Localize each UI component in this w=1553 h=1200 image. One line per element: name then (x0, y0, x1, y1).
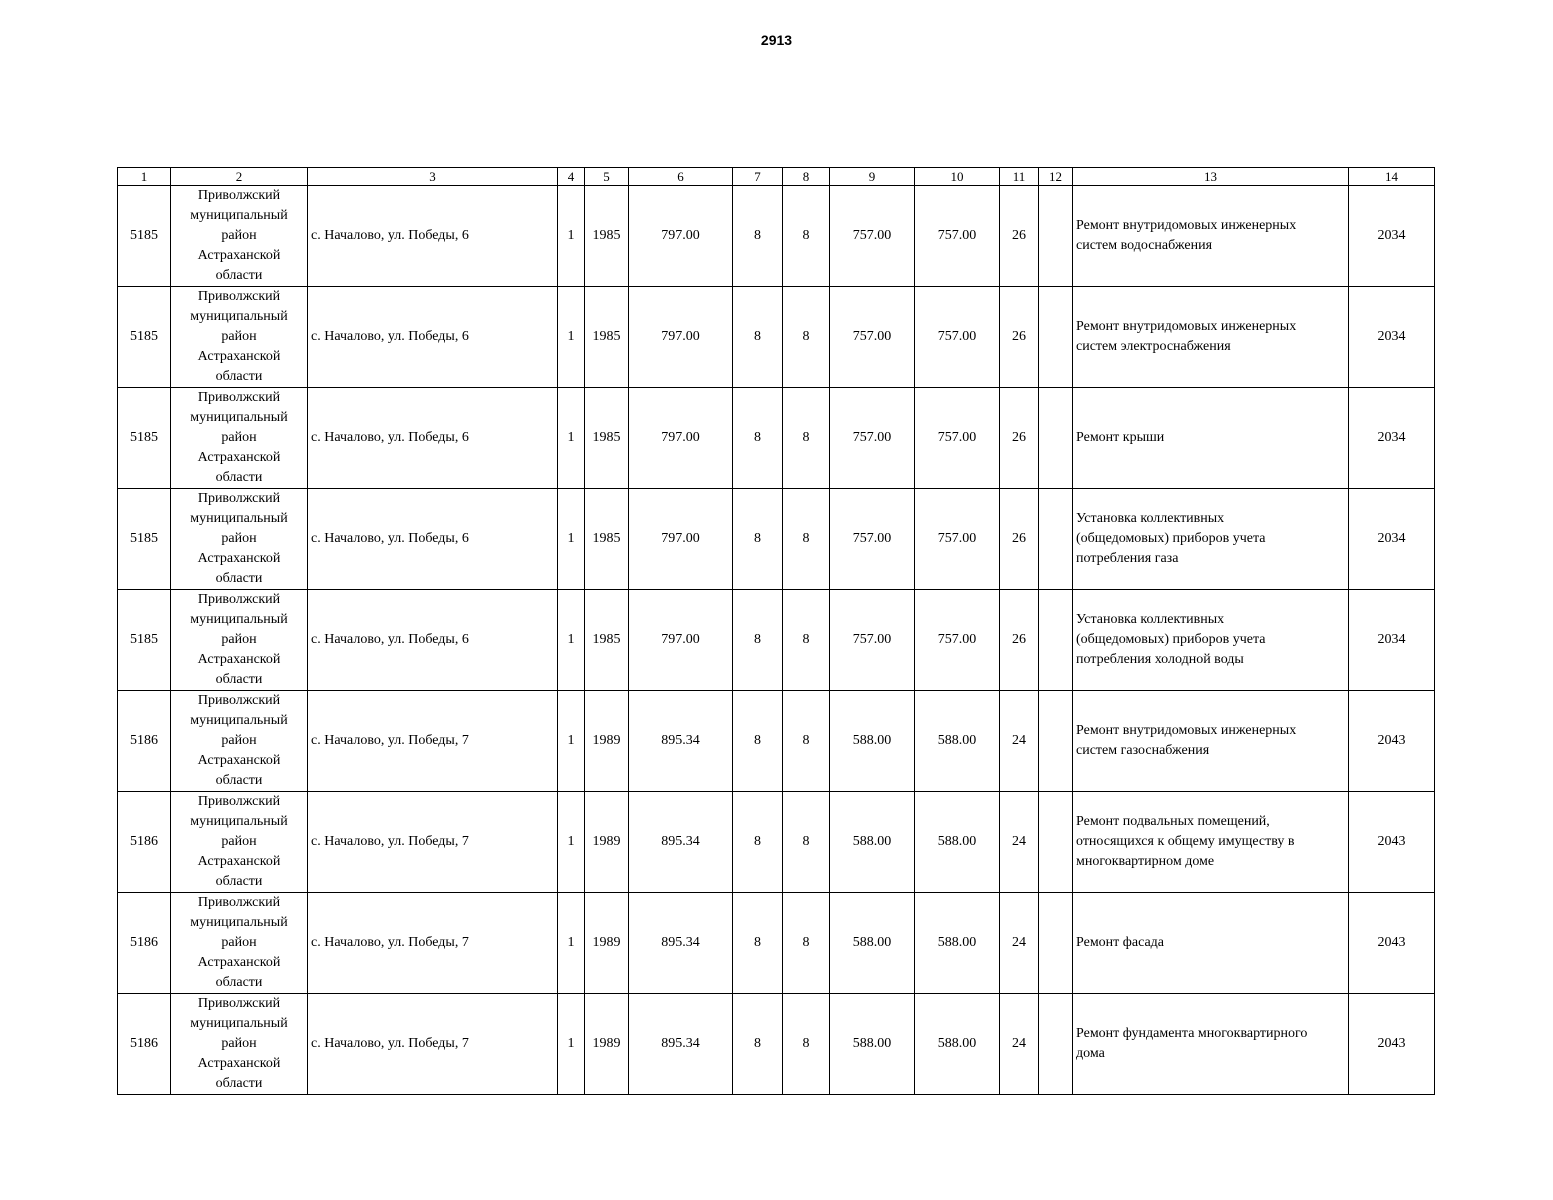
cell-col8: 8 (783, 186, 830, 287)
cell-municipality-line: Приволжский (197, 491, 281, 506)
cell-work-type-line: Установка коллективных (1076, 612, 1225, 627)
cell-col10: 757.00 (915, 590, 1000, 691)
cell-col4: 1 (558, 994, 585, 1095)
cell-work-type-line: систем электроснабжения (1076, 339, 1231, 354)
cell-address: с. Началово, ул. Победы, 6 (308, 489, 558, 590)
cell-work-type (1073, 388, 1349, 489)
cell-col6: 797.00 (629, 590, 733, 691)
cell-address: с. Началово, ул. Победы, 6 (308, 590, 558, 691)
cell-col10: 588.00 (915, 893, 1000, 994)
cell-work-type (1073, 792, 1349, 893)
cell-col8: 8 (783, 893, 830, 994)
cell-record-number: 5186 (118, 994, 171, 1095)
column-header: 13 (1073, 168, 1349, 186)
cell-col7: 8 (733, 590, 783, 691)
cell-work-type-line: относящихся к общему имуществу в (1076, 834, 1295, 849)
cell-col6: 797.00 (629, 489, 733, 590)
cell-record-number: 5185 (118, 186, 171, 287)
cell-year: 1985 (585, 388, 629, 489)
cell-planned-year: 2043 (1349, 893, 1435, 994)
cell-address: с. Началово, ул. Победы, 7 (308, 893, 558, 994)
cell-col8: 8 (783, 287, 830, 388)
cell-municipality-line: Астраханской (197, 248, 281, 263)
cell-municipality-line: муниципальный (190, 612, 288, 627)
cell-municipality-line: муниципальный (190, 309, 288, 324)
cell-col4: 1 (558, 691, 585, 792)
cell-col4: 1 (558, 388, 585, 489)
cell-address: с. Началово, ул. Победы, 7 (308, 792, 558, 893)
cell-municipality-line: области (215, 672, 263, 687)
cell-municipality (171, 590, 308, 691)
cell-address: с. Началово, ул. Победы, 6 (308, 388, 558, 489)
cell-year: 1985 (585, 489, 629, 590)
table-row (118, 691, 1435, 792)
column-header: 8 (783, 168, 830, 186)
cell-work-type-line: потребления холодной воды (1076, 652, 1244, 667)
cell-col12 (1039, 489, 1073, 590)
cell-col11: 24 (1000, 691, 1039, 792)
cell-municipality (171, 287, 308, 388)
cell-municipality-line: район (221, 228, 257, 243)
table-row (118, 489, 1435, 590)
cell-year: 1989 (585, 691, 629, 792)
cell-col12 (1039, 994, 1073, 1095)
cell-municipality-line: Приволжский (197, 996, 281, 1011)
cell-work-type (1073, 590, 1349, 691)
cell-col4: 1 (558, 590, 585, 691)
cell-municipality-line: район (221, 531, 257, 546)
cell-work-type-line: (общедомовых) приборов учета (1076, 632, 1266, 647)
cell-col11: 24 (1000, 994, 1039, 1095)
cell-municipality-line: области (215, 975, 263, 990)
cell-col7: 8 (733, 994, 783, 1095)
cell-work-type-line: Ремонт подвальных помещений, (1076, 814, 1270, 829)
table-row (118, 388, 1435, 489)
cell-col4: 1 (558, 287, 585, 388)
cell-municipality-line: Астраханской (197, 551, 281, 566)
cell-col10: 757.00 (915, 388, 1000, 489)
cell-municipality-line: области (215, 470, 263, 485)
cell-planned-year: 2034 (1349, 388, 1435, 489)
column-header: 4 (558, 168, 585, 186)
column-header: 3 (308, 168, 558, 186)
cell-municipality-line: Приволжский (197, 289, 281, 304)
cell-col6: 895.34 (629, 994, 733, 1095)
cell-planned-year: 2034 (1349, 186, 1435, 287)
table-row (118, 287, 1435, 388)
cell-year: 1989 (585, 893, 629, 994)
cell-work-type-line: Ремонт внутридомовых инженерных (1076, 723, 1297, 738)
cell-municipality (171, 489, 308, 590)
cell-municipality-line: Приволжский (197, 794, 281, 809)
cell-col8: 8 (783, 590, 830, 691)
cell-planned-year: 2034 (1349, 489, 1435, 590)
cell-year: 1985 (585, 186, 629, 287)
cell-col8: 8 (783, 994, 830, 1095)
cell-col11: 26 (1000, 489, 1039, 590)
cell-address: с. Началово, ул. Победы, 7 (308, 994, 558, 1095)
cell-work-type (1073, 186, 1349, 287)
cell-municipality (171, 388, 308, 489)
table-row (118, 590, 1435, 691)
cell-col6: 895.34 (629, 691, 733, 792)
table-body (118, 168, 1435, 1095)
column-header: 12 (1039, 168, 1073, 186)
cell-municipality-line: Астраханской (197, 753, 281, 768)
column-number-row (118, 168, 1435, 186)
cell-municipality-line: муниципальный (190, 511, 288, 526)
cell-col7: 8 (733, 186, 783, 287)
cell-col10: 757.00 (915, 489, 1000, 590)
cell-municipality (171, 893, 308, 994)
cell-municipality-line: области (215, 369, 263, 384)
cell-municipality-line: области (215, 268, 263, 283)
cell-col12 (1039, 691, 1073, 792)
cell-record-number: 5185 (118, 590, 171, 691)
cell-municipality-line: Приволжский (197, 693, 281, 708)
cell-col10: 757.00 (915, 186, 1000, 287)
cell-col10: 588.00 (915, 691, 1000, 792)
cell-work-type-line: Ремонт внутридомовых инженерных (1076, 218, 1297, 233)
cell-col4: 1 (558, 792, 585, 893)
cell-work-type (1073, 691, 1349, 792)
column-header: 9 (830, 168, 915, 186)
cell-col4: 1 (558, 186, 585, 287)
column-header: 2 (171, 168, 308, 186)
cell-col12 (1039, 186, 1073, 287)
cell-col9: 757.00 (830, 489, 915, 590)
cell-col7: 8 (733, 388, 783, 489)
column-header: 14 (1349, 168, 1435, 186)
cell-municipality-line: муниципальный (190, 915, 288, 930)
cell-municipality-line: области (215, 874, 263, 889)
cell-work-type (1073, 893, 1349, 994)
cell-col10: 588.00 (915, 792, 1000, 893)
cell-record-number: 5186 (118, 691, 171, 792)
cell-year: 1985 (585, 590, 629, 691)
cell-municipality-line: муниципальный (190, 814, 288, 829)
column-header: 5 (585, 168, 629, 186)
table-row (118, 792, 1435, 893)
column-header: 10 (915, 168, 1000, 186)
column-header: 6 (629, 168, 733, 186)
page-number: 2913 (760, 32, 793, 48)
cell-col12 (1039, 893, 1073, 994)
cell-work-type-line: Ремонт фасада (1076, 935, 1165, 950)
cell-col12 (1039, 792, 1073, 893)
cell-municipality-line: Астраханской (197, 1056, 281, 1071)
cell-col9: 757.00 (830, 388, 915, 489)
cell-col8: 8 (783, 691, 830, 792)
cell-col4: 1 (558, 893, 585, 994)
cell-col9: 757.00 (830, 186, 915, 287)
cell-planned-year: 2043 (1349, 792, 1435, 893)
cell-col8: 8 (783, 388, 830, 489)
cell-work-type-line: Ремонт крыши (1076, 430, 1165, 445)
cell-record-number: 5185 (118, 388, 171, 489)
cell-work-type (1073, 287, 1349, 388)
cell-col11: 26 (1000, 186, 1039, 287)
cell-col6: 895.34 (629, 893, 733, 994)
cell-col8: 8 (783, 792, 830, 893)
cell-municipality-line: район (221, 632, 257, 647)
cell-work-type-line: Установка коллективных (1076, 511, 1225, 526)
cell-record-number: 5186 (118, 792, 171, 893)
housing-register-table (117, 167, 1435, 1095)
cell-municipality-line: район (221, 430, 257, 445)
cell-year: 1985 (585, 287, 629, 388)
cell-municipality-line: Астраханской (197, 854, 281, 869)
cell-col11: 26 (1000, 590, 1039, 691)
cell-col11: 24 (1000, 893, 1039, 994)
cell-col7: 8 (733, 489, 783, 590)
cell-col7: 8 (733, 893, 783, 994)
cell-col7: 8 (733, 287, 783, 388)
cell-municipality-line: Астраханской (197, 450, 281, 465)
cell-col6: 797.00 (629, 388, 733, 489)
cell-work-type-line: дома (1076, 1046, 1105, 1061)
cell-col6: 895.34 (629, 792, 733, 893)
cell-col12 (1039, 590, 1073, 691)
cell-municipality-line: муниципальный (190, 713, 288, 728)
cell-municipality-line: район (221, 733, 257, 748)
cell-municipality (171, 691, 308, 792)
cell-municipality (171, 186, 308, 287)
cell-planned-year: 2043 (1349, 691, 1435, 792)
cell-col11: 26 (1000, 388, 1039, 489)
cell-year: 1989 (585, 994, 629, 1095)
cell-work-type-line: (общедомовых) приборов учета (1076, 531, 1266, 546)
cell-col7: 8 (733, 691, 783, 792)
cell-record-number: 5186 (118, 893, 171, 994)
cell-municipality-line: Приволжский (197, 390, 281, 405)
cell-work-type-line: Ремонт внутридомовых инженерных (1076, 319, 1297, 334)
cell-planned-year: 2034 (1349, 287, 1435, 388)
cell-planned-year: 2034 (1349, 590, 1435, 691)
cell-col9: 757.00 (830, 590, 915, 691)
cell-municipality-line: Приволжский (197, 592, 281, 607)
cell-col9: 588.00 (830, 792, 915, 893)
cell-work-type-line: многоквартирном доме (1076, 854, 1215, 869)
cell-municipality (171, 994, 308, 1095)
cell-col9: 588.00 (830, 893, 915, 994)
cell-work-type-line: систем водоснабжения (1076, 238, 1213, 253)
cell-municipality-line: район (221, 935, 257, 950)
cell-address: с. Началово, ул. Победы, 7 (308, 691, 558, 792)
cell-col11: 24 (1000, 792, 1039, 893)
cell-work-type-line: Ремонт фундамента многоквартирного (1076, 1026, 1308, 1041)
cell-col7: 8 (733, 792, 783, 893)
cell-work-type-line: потребления газа (1076, 551, 1179, 566)
table-row (118, 893, 1435, 994)
cell-col6: 797.00 (629, 287, 733, 388)
cell-col10: 757.00 (915, 287, 1000, 388)
column-header: 7 (733, 168, 783, 186)
cell-col12 (1039, 287, 1073, 388)
cell-municipality-line: Астраханской (197, 349, 281, 364)
table-row (118, 186, 1435, 287)
cell-record-number: 5185 (118, 489, 171, 590)
cell-municipality-line: Приволжский (197, 895, 281, 910)
cell-municipality-line: район (221, 834, 257, 849)
column-header: 1 (118, 168, 171, 186)
cell-work-type (1073, 994, 1349, 1095)
cell-col11: 26 (1000, 287, 1039, 388)
cell-municipality-line: Астраханской (197, 955, 281, 970)
cell-work-type (1073, 489, 1349, 590)
cell-municipality-line: Астраханской (197, 652, 281, 667)
cell-municipality-line: район (221, 329, 257, 344)
cell-municipality-line: муниципальный (190, 208, 288, 223)
cell-work-type-line: систем газоснабжения (1076, 743, 1210, 758)
cell-col12 (1039, 388, 1073, 489)
cell-address: с. Началово, ул. Победы, 6 (308, 186, 558, 287)
cell-municipality-line: Приволжский (197, 188, 281, 203)
cell-municipality-line: муниципальный (190, 1016, 288, 1031)
cell-municipality-line: области (215, 773, 263, 788)
cell-municipality-line: области (215, 571, 263, 586)
cell-col6: 797.00 (629, 186, 733, 287)
column-header: 11 (1000, 168, 1039, 186)
cell-address: с. Началово, ул. Победы, 6 (308, 287, 558, 388)
cell-planned-year: 2043 (1349, 994, 1435, 1095)
cell-municipality-line: муниципальный (190, 410, 288, 425)
cell-municipality (171, 792, 308, 893)
cell-col9: 757.00 (830, 287, 915, 388)
cell-col9: 588.00 (830, 994, 915, 1095)
table-row (118, 994, 1435, 1095)
cell-col8: 8 (783, 489, 830, 590)
cell-col4: 1 (558, 489, 585, 590)
cell-col9: 588.00 (830, 691, 915, 792)
cell-year: 1989 (585, 792, 629, 893)
cell-col10: 588.00 (915, 994, 1000, 1095)
cell-municipality-line: район (221, 1036, 257, 1051)
cell-municipality-line: области (215, 1076, 263, 1091)
cell-record-number: 5185 (118, 287, 171, 388)
